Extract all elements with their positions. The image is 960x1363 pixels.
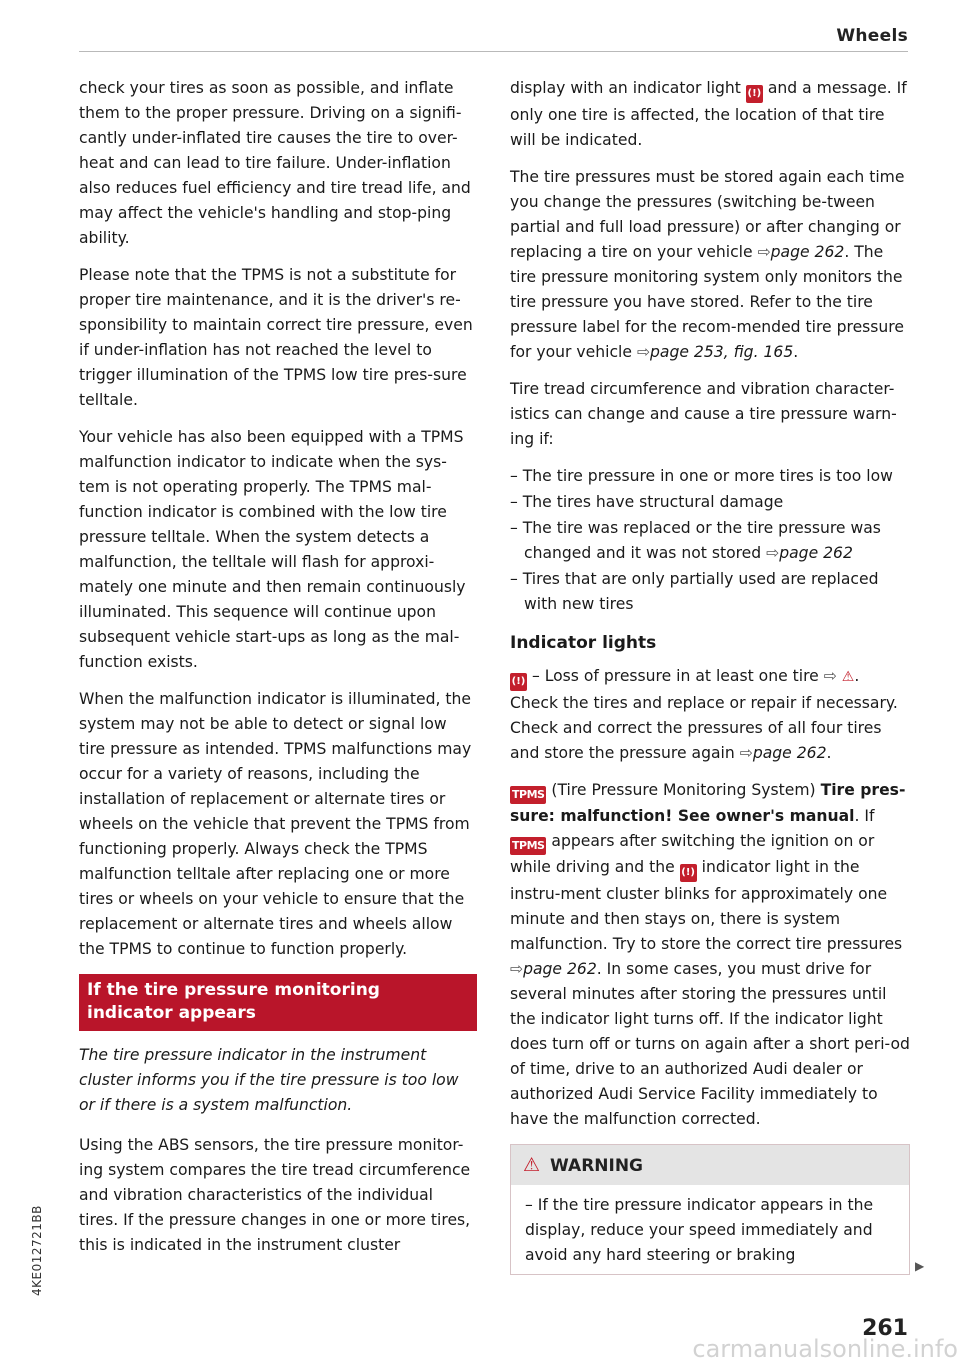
page-reference-link[interactable] — [758, 243, 845, 261]
reference-label: page 262 — [523, 960, 597, 978]
reference-label: page 262 — [779, 544, 853, 562]
left-column — [79, 76, 477, 1270]
reference-label: page 262 — [752, 744, 827, 762]
body-paragraph: Tire tread circumference and vibration character-istics can change and cause a tire pressure warn-ing if: — [510, 380, 897, 448]
page-reference-link[interactable] — [740, 744, 827, 762]
tire-pressure-indicator-icon: (!) — [680, 864, 697, 882]
section-intro: The tire pressure indicator in the instrument cluster informs you if the tire pressure is too low or if there is a system malfunction. — [79, 1046, 459, 1114]
list-item-text: The tire was replaced or the tire pressure was changed and it was not stored — [522, 519, 881, 562]
body-paragraph: Please note that the TPMS is not a substitute for proper tire maintenance, and it is the driver's re-sponsibility to maintain correct tire pressure, even if under-inflation has not reached the level to trigger illumination of the TPMS low tire pres-sure telltale. — [79, 266, 473, 409]
body-paragraph — [510, 165, 910, 365]
list-item: – Tires that are only partially used are replaced with new tires — [510, 570, 879, 613]
text-run: and a message. If only one tire is affected, the location of that tire will be indicated. — [510, 79, 907, 149]
text-run: – Loss of pressure in at least one tire — [531, 667, 819, 685]
list-item-text: The tires have structural damage — [522, 493, 784, 511]
arrow-right-icon: ⇨ — [766, 544, 780, 562]
warning-title: WARNING — [550, 1156, 644, 1176]
reference-label: page 253, fig. 165 — [650, 343, 794, 361]
list-item: – The tires have structural damage — [510, 493, 784, 511]
list-item-text: The tire pressure in one or more tires is too low — [522, 467, 893, 485]
text-run: The tire pressures must be stored again each time you change the pressures (switching be-tween partial and full load pressure) or after changing or replacing a tire on your vehicle — [510, 168, 905, 261]
body-paragraph: Using the ABS sensors, the tire pressure monitor-ing system compares the tire tread circumference and vibration characteristics of the individual tires. If the pressure changes in one or more tires, this is indicated in the instrument cluster — [79, 1136, 471, 1254]
subheading-indicator-lights: Indicator lights — [510, 633, 657, 653]
text-run: indicator light in the instru-ment cluster blinks for approximately one minute and then stays on, there is system malfunction. Try to store the correct tire pressures — [510, 858, 903, 953]
warning-triangle-icon: ⚠ — [841, 669, 855, 685]
arrow-right-icon: ⇨ — [636, 343, 651, 361]
arrow-right-icon: ⇨ — [757, 243, 771, 261]
text-run: . The tire pressure monitoring system only monitors the tire pressure you have stored. Refer to the tire pressure label for the recom-mended tire pressure for your vehicle — [510, 243, 904, 361]
tpms-indicator-icon: TPMS — [510, 837, 546, 855]
list-item: – The tire was replaced or the tire pressure was changed and it was not stored ⇨page 262 — [510, 519, 881, 562]
arrow-right-icon: ⇨ — [510, 960, 524, 978]
watermark: carmanualsonline.info — [692, 1335, 958, 1363]
arrow-right-icon: ⇨ — [823, 667, 837, 685]
tire-pressure-indicator-icon: (!) — [746, 85, 763, 103]
tpms-indicator-icon: TPMS — [510, 786, 546, 804]
text-run: . — [793, 343, 799, 361]
body-paragraph: Your vehicle has also been equipped with a TPMS malfunction indicator to indicate when the sys-tem is not operating properly. The TPMS mal-function indicator is combined with the low tire pressure telltale. When the system detects a malfunction, the telltale will flash for approxi-mately one minute and then remain continuously illuminated. This sequence will continue upon subsequent vehicle start-ups as long as the mal-function exists. — [79, 428, 466, 671]
warning-header — [511, 1145, 909, 1185]
text-run: appears after switching the ignition on or while driving and the — [510, 832, 875, 876]
text-run: . If — [854, 807, 875, 825]
document-code: 4KE012721BB — [30, 1205, 44, 1296]
continue-arrow-icon: ▶ — [915, 1259, 925, 1273]
text-run: (Tire Pressure Monitoring System) — [551, 781, 816, 799]
reference-label: page 262 — [770, 243, 845, 261]
header-divider — [79, 51, 908, 52]
list-item-text: Tires that are only partially used are replaced with new tires — [522, 570, 879, 613]
warning-box — [510, 1144, 910, 1275]
text-run: . In some cases, you must drive for several minutes after storing the pressures until the indicator light turns off. If the indicator light does turn off or turns on again after a short peri-od of time, drive to an authorized Audi dealer or authorized Audi Service Facility immediately to have the malfunction corrected. — [510, 960, 910, 1128]
body-paragraph — [510, 664, 910, 766]
right-column — [510, 76, 910, 1275]
warning-text: – If the tire pressure indicator appears in the display, reduce your speed immediately and avoid any hard steering or braking — [525, 1196, 874, 1264]
body-paragraph: When the malfunction indicator is illuminated, the system may not be able to detect or signal low tire pressure as intended. TPMS malfunctions may occur for a variety of reasons, including the installation of replacement or alternate tires or wheels on the vehicle that prevent the TPMS from functioning properly. Always check the TPMS malfunction telltale after replacing one or more tires or wheels on your vehicle to ensure that the replacement or alternate tires and wheels allow the TPMS to continue to function properly. — [79, 690, 472, 958]
body-paragraph: check your tires as soon as possible, and inflate them to the proper pressure. Driving on a signifi-cantly under-inflated tire causes the tire to over-heat and can lead to tire failure. Under-inflation also reduces fuel efficiency and tire tread life, and may affect the vehicle's handling and stop-ping ability. — [79, 79, 471, 247]
text-run: . Check the tires and replace or repair if necessary. Check and correct the pressures of all four tires and store the pressure again — [510, 667, 898, 762]
arrow-right-icon: ⇨ — [739, 744, 753, 762]
condition-list — [510, 464, 910, 617]
section-header-title: Wheels — [836, 26, 908, 46]
tire-pressure-indicator-icon: (!) — [510, 673, 527, 691]
page-reference-link[interactable] — [637, 343, 793, 361]
page-reference-link[interactable] — [766, 544, 853, 562]
text-run: . — [826, 744, 832, 762]
list-item: – The tire pressure in one or more tires is too low — [510, 467, 893, 485]
text-run: display with an indicator light — [510, 79, 741, 97]
body-paragraph — [510, 76, 910, 153]
body-paragraph — [510, 778, 910, 1132]
display-message: Tire pres-sure: malfunction! See owner's manual — [510, 781, 906, 825]
warning-triangle-icon: ⚠ — [523, 1154, 541, 1176]
page-reference-link[interactable] — [510, 960, 597, 978]
section-heading: If the tire pressure monitoring indicator appears — [79, 974, 477, 1031]
page-number: 261 — [862, 1316, 908, 1341]
